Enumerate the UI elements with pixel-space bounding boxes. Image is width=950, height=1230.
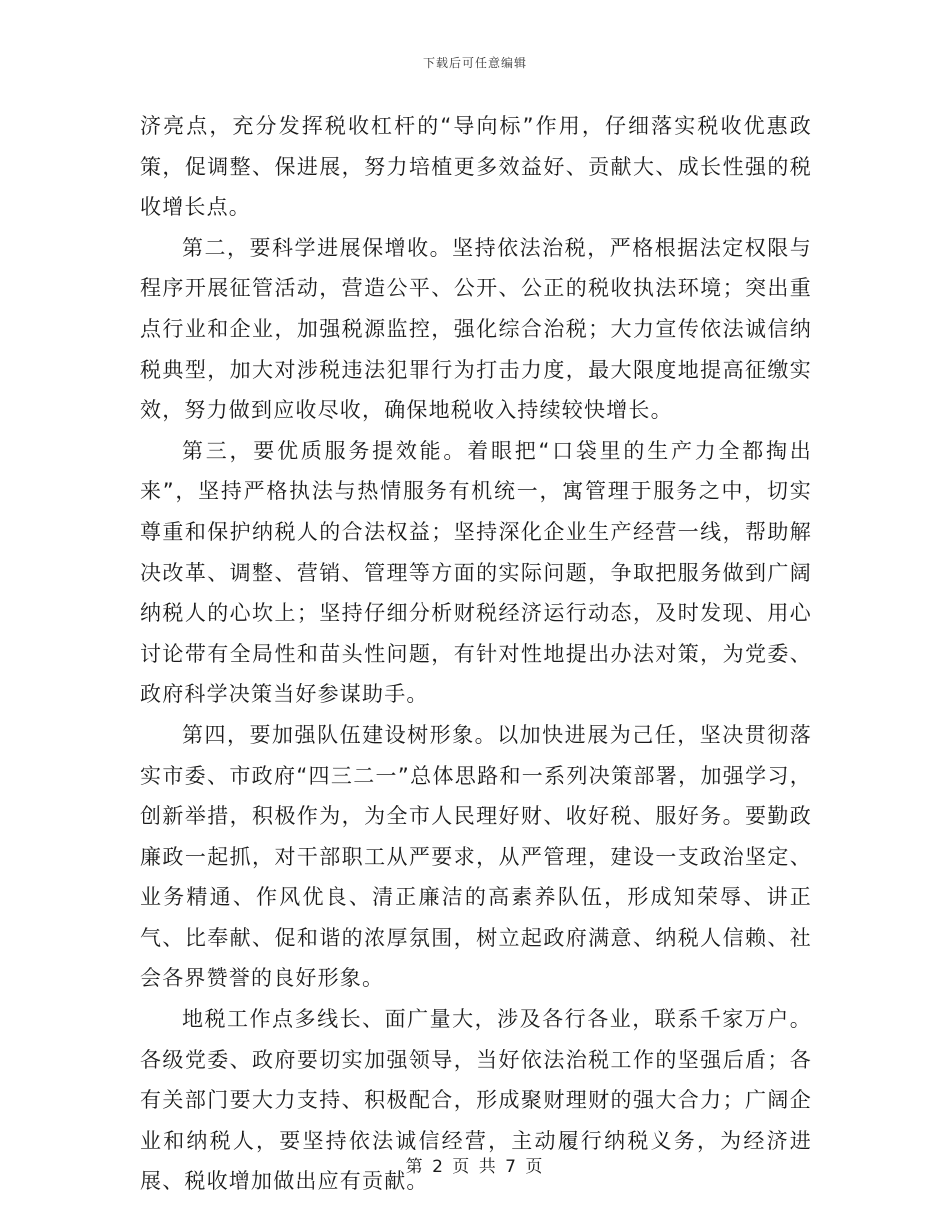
document-body [140,106,812,1202]
paragraph-fourth-point: 第四，要加强队伍建设树形象。以加快进展为己任，坚决贯彻落实市委、市政府“四三二一”总体思路和一系列决策部署，加强学习，创新举措，积极作为，为全市人民理好财、收好税、服好务。要勤政廉政一起抓，对干部职工从严要求，从严管理，建设一支政治坚定、业务精通、作风优良、清正廉洁的高素养队伍，形成知荣辱、讲正气、比奉献、促和谐的浓厚氛围，树立起政府满意、纳税人信赖、社会各界赞誉的良好形象。 [140,722,812,991]
paragraph-second-point: 第二，要科学进展保增收。坚持依法治税，严格根据法定权限与程序开展征管活动，营造公平、公开、公正的税收执法环境；突出重点行业和企业，加强税源监控，强化综合治税；大力宣传依法诚信纳税典型，加大对涉税违法犯罪行为打击力度，最大限度地提高征缴实效，努力做到应收尽收，确保地税收入持续较快增长。 [140,235,812,423]
paragraph-closing: 地税工作点多线长、面广量大，涉及各行各业，联系千家万户。各级党委、政府要切实加强领导，当好依法治税工作的坚强后盾；各有关部门要大力支持、积极配合，形成聚财理财的强大合力；广阔企业和纳税人，要坚持依法诚信经营，主动履行纳税义务，为经济进展、税收增加做出应有贡献。 [140,1007,812,1194]
paragraph-third-point: 第三，要优质服务提效能。着眼把“口袋里的生产力全都掏出来”，坚持严格执法与热情服务有机统一，寓管理于服务之中，切实尊重和保护纳税人的合法权益；坚持深化企业生产经营一线，帮助解决改革、调整、营销、管理等方面的实际问题，争取把服务做到广阔纳税人的心坎上；坚持仔细分析财税经济运行动态，及时发现、用心讨论带有全局性和苗头性问题，有针对性地提出办法对策，为党委、政府科学决策当好参谋助手。 [140,438,812,707]
page-header-note: 下载后可任意编辑 [422,56,527,70]
page-number: 第 2 页 共 7 页 [405,1157,545,1177]
paragraph-continued: 济亮点，充分发挥税收杠杆的“导向标”作用，仔细落实税收优惠政策，促调整、保进展，努力培植更多效益好、贡献大、成长性强的税收增长点。 [140,114,812,220]
